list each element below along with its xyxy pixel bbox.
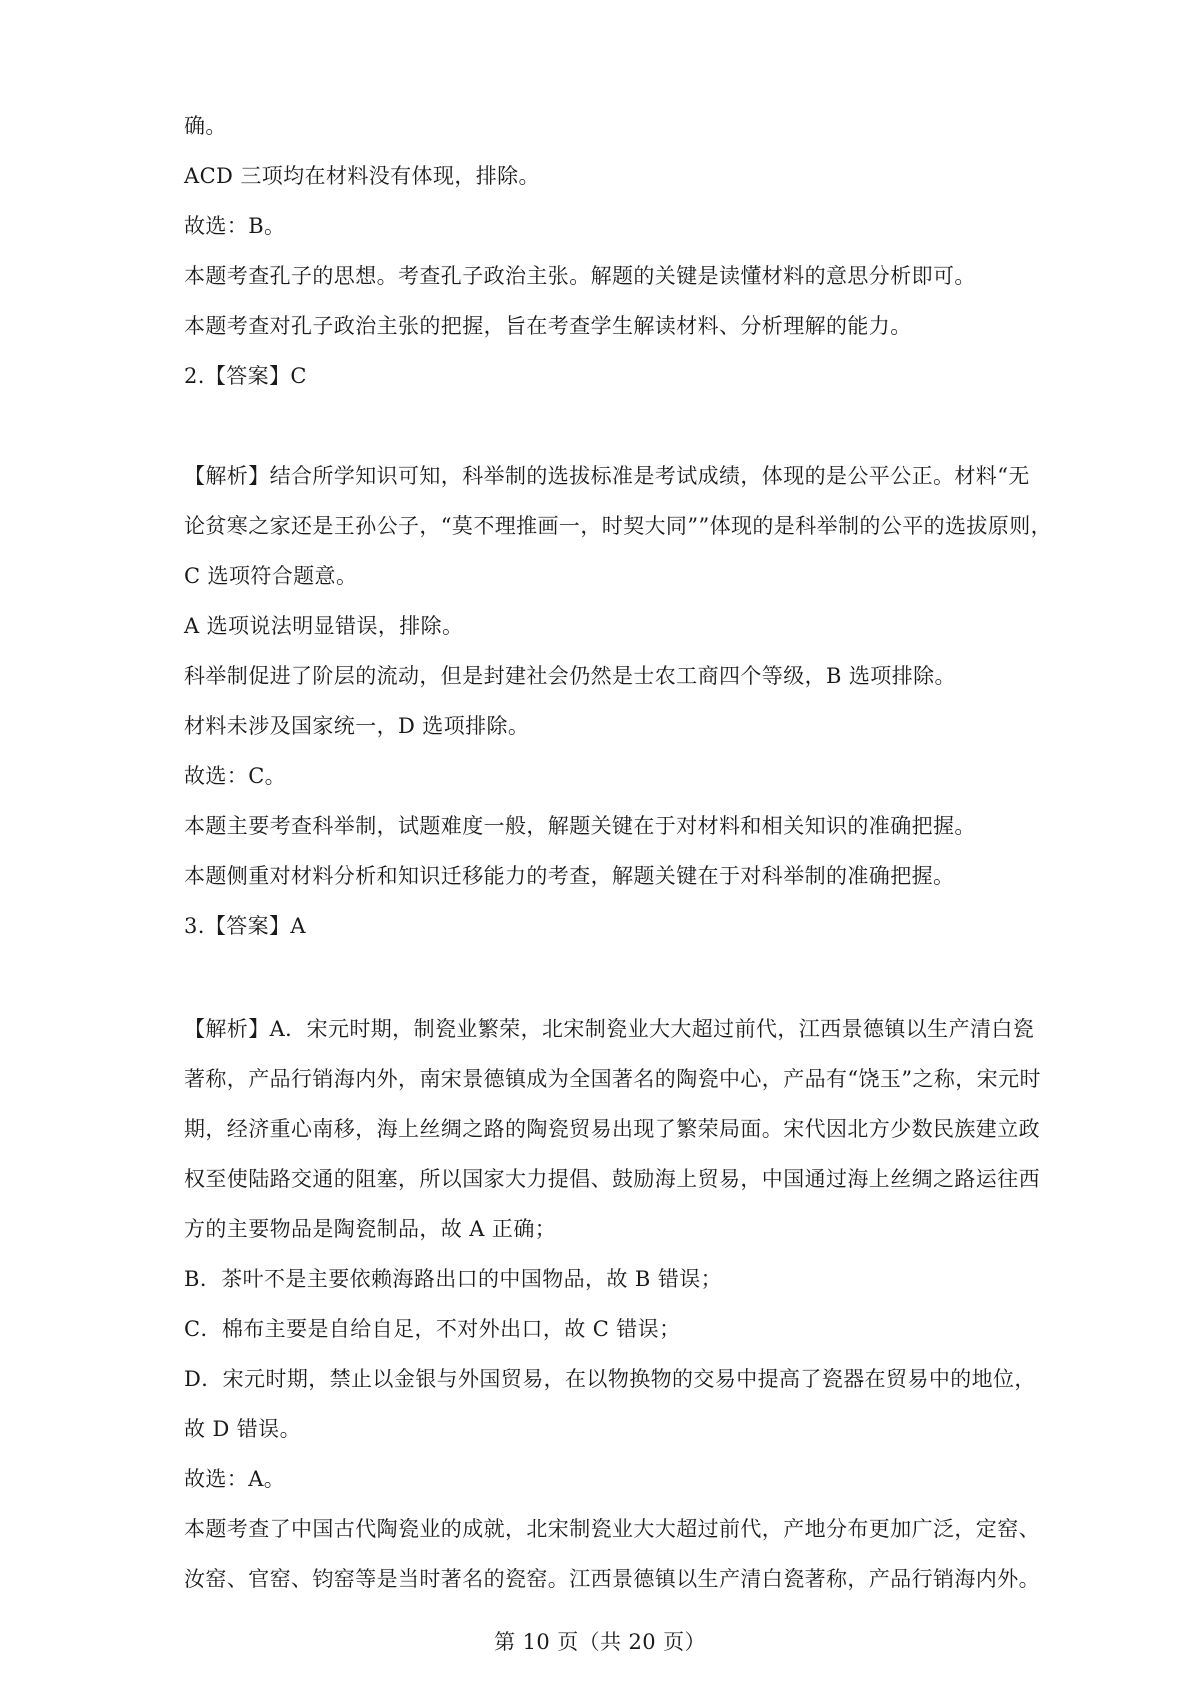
text-line: 故选：C。: [184, 764, 287, 788]
text-line: 故选：A。: [184, 1467, 286, 1491]
text-line: 论贫寒之家还是王孙公子，“莫不理推画一，时契大同””体现的是科举制的公平的选拔原则，: [184, 514, 1053, 538]
page-footer: 第 10 页（共 20 页）: [494, 1630, 706, 1654]
text-line: 2.【答案】C: [184, 364, 307, 388]
text-line: 本题考查孔子的思想。考查孔子政治主张。解题的关键是读懂材料的意思分析即可。: [184, 264, 976, 288]
text-line: 【解析】结合所学知识可知，科举制的选拔标准是考试成绩，体现的是公平公正。材料“无: [184, 464, 1030, 488]
text-line: 本题侧重对材料分析和知识迁移能力的考查，解题关键在于对科举制的准确把握。: [184, 864, 955, 888]
text-line: 期，经济重心南移，海上丝绸之路的陶瓷贸易出现了繁荣局面。宋代因北方少数民族建立政: [184, 1117, 1040, 1141]
text-line: A 选项说法明显错误，排除。: [184, 614, 464, 638]
text-line: 3.【答案】A: [184, 914, 307, 938]
text-line: 科举制促进了阶层的流动，但是封建社会仍然是士农工商四个等级，B 选项排除。: [184, 664, 956, 688]
text-line: C．棉布主要是自给自足，不对外出口，故 C 错误；: [184, 1317, 681, 1341]
text-line: 本题考查对孔子政治主张的把握，旨在考查学生解读材料、分析理解的能力。: [184, 314, 912, 338]
text-line: ACD 三项均在材料没有体现，排除。: [184, 164, 540, 188]
text-line: 【解析】A．宋元时期，制瓷业繁荣，北宋制瓷业大大超过前代，江西景德镇以生产清白瓷: [184, 1017, 1035, 1041]
text-line: D．宋元时期，禁止以金银与外国贸易，在以物换物的交易中提高了瓷器在贸易中的地位，: [184, 1367, 1036, 1391]
text-line: 权至使陆路交通的阻塞，所以国家大力提倡、鼓励海上贸易，中国通过海上丝绸之路运往西: [184, 1167, 1040, 1191]
text-line: 著称，产品行销海内外，南宋景德镇成为全国著名的陶瓷中心，产品有“饶玉”之称，宋元时: [184, 1067, 1041, 1091]
text-line: 确。: [184, 114, 227, 138]
text-line: 汝窑、官窑、钧窑等是当时著名的瓷窑。江西景德镇以生产清白瓷著称，产品行销海内外。: [184, 1567, 1040, 1591]
text-line: 故 D 错误。: [184, 1417, 301, 1441]
text-line: 方的主要物品是陶瓷制品，故 A 正确；: [184, 1217, 557, 1241]
text-line: 材料未涉及国家统一，D 选项排除。: [184, 714, 530, 738]
text-line: 本题主要考查科举制，试题难度一般，解题关键在于对材料和相关知识的准确把握。: [184, 814, 976, 838]
text-line: B．茶叶不是主要依赖海路出口的中国物品，故 B 错误；: [184, 1267, 723, 1291]
text-line: 本题考查了中国古代陶瓷业的成就，北宋制瓷业大大超过前代，产地分布更加广泛，定窑、: [184, 1517, 1040, 1541]
text-line: 故选：B。: [184, 214, 286, 238]
text-line: C 选项符合题意。: [184, 564, 358, 588]
